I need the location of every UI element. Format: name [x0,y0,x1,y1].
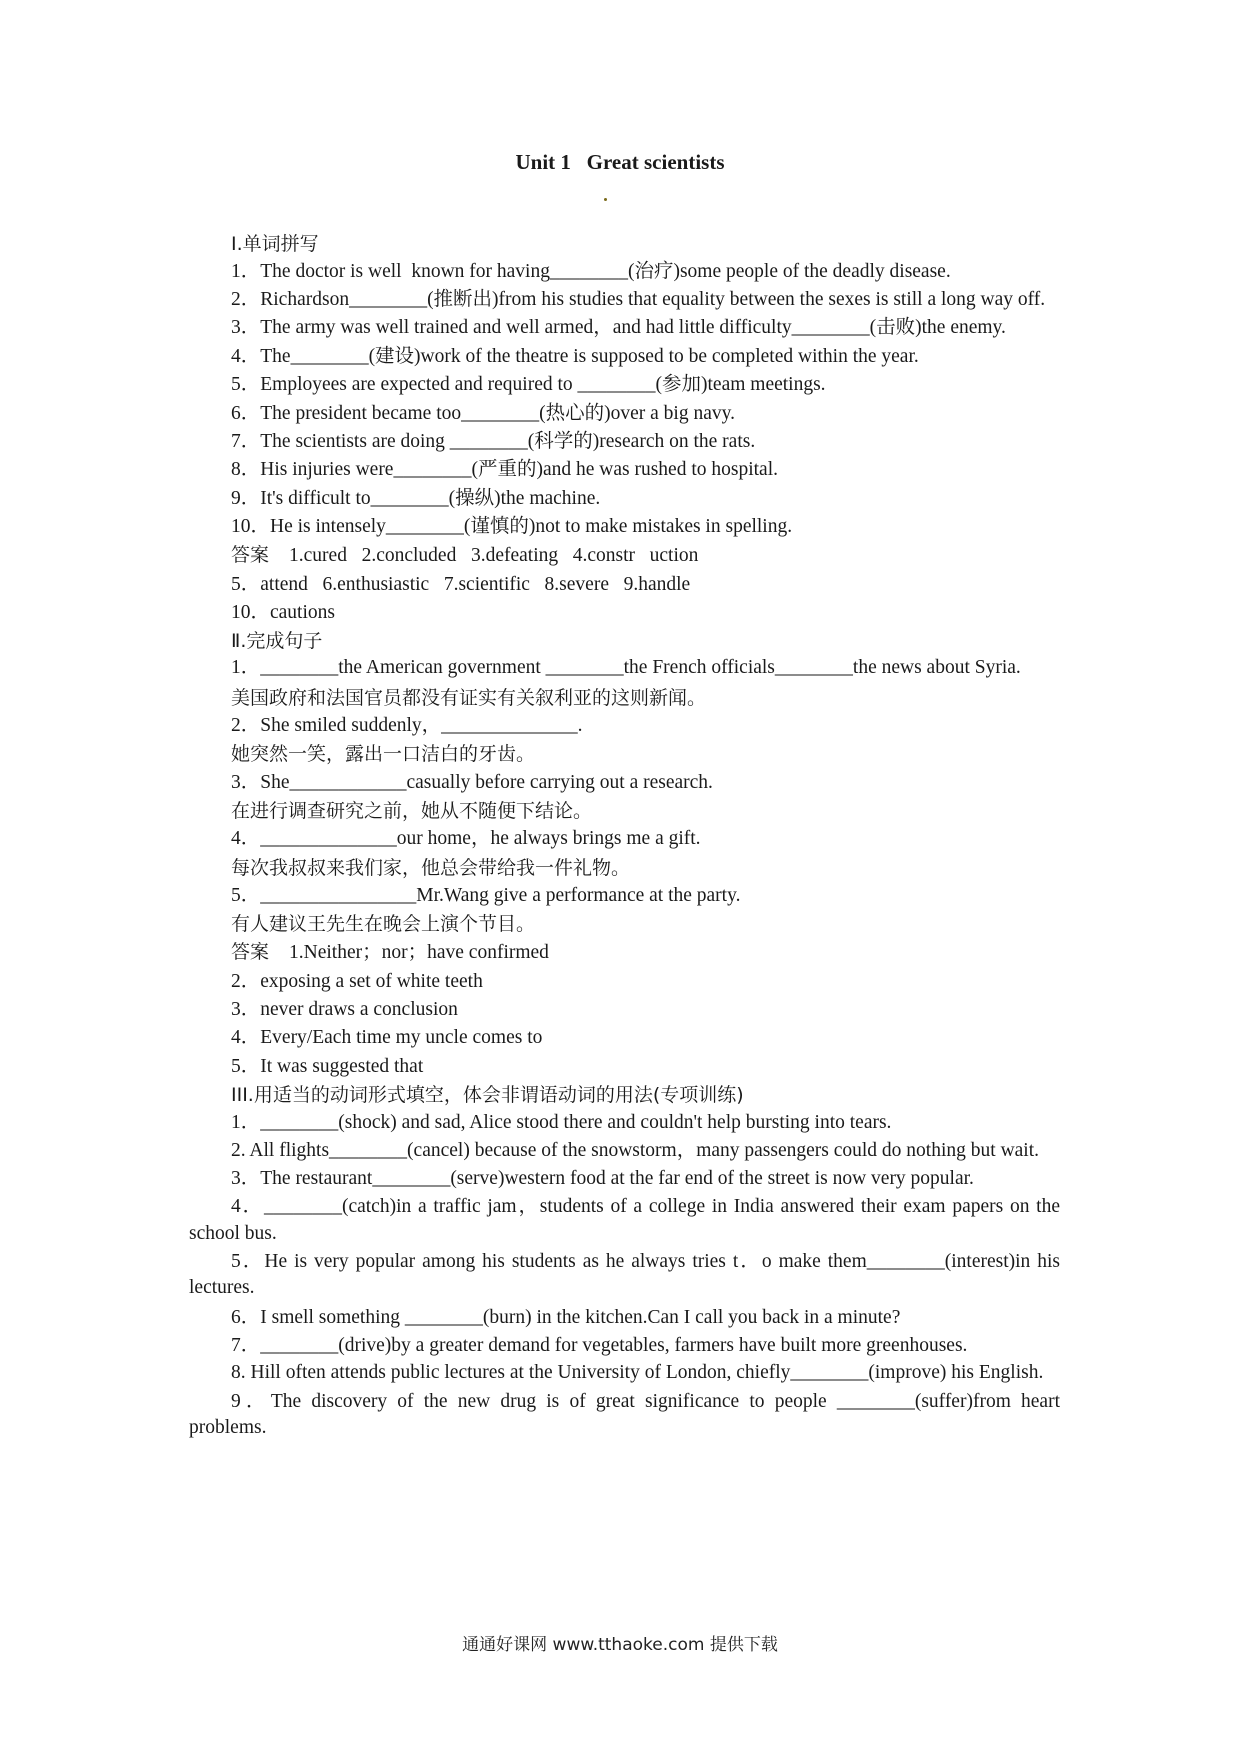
answer-line: 3．never draws a conclusion [231,999,458,1021]
answer-line: 10．cautions [231,601,335,623]
translation-line: 在进行调查研究之前，她从不随便下结论。 [231,799,593,822]
exercise-item: 4．The________(建设)work of the theatre is supposed to be completed within the year. [231,346,919,368]
exercise-item: 3．The restaurant________(serve)western food at the far end of the street is now very popular. [231,1167,974,1189]
exercise-item: 8．His injuries were________(严重的)and he was rushed to hospital. [231,459,778,481]
exercise-item: 1．The doctor is well known for having________(治疗)some people of the deadly disease. [231,261,951,283]
exercise-item: 5．He is very popular among his students as he always tries t．o make them________(interest)in his lectures. [189,1250,1060,1299]
page-footer: 通通好课网 www.tthaoke.com 提供下载 [462,1635,778,1655]
exercise-item: 6．I smell something ________(burn) in the kitchen.Can I call you back in a minute? [231,1306,901,1328]
section2-heading: Ⅱ.完成句子 [231,630,323,653]
exercise-item: 9．The discovery of the new drug is of great significance to people ________(suffer)from heart problems. [189,1390,1060,1439]
exercise-item: 7．________(drive)by a greater demand for vegetables, farmers have built more greenhouses. [231,1334,968,1356]
answer-line: 4．Every/Each time my uncle comes to [231,1027,543,1049]
exercise-item: 4．______________our home，he always brings me a gift. [231,828,701,850]
translation-line: 她突然一笑，露出一口洁白的牙齿。 [231,743,536,766]
section3-heading: III.用适当的动词形式填空，体会非谓语动词的用法(专项训练) [231,1083,744,1106]
exercise-item: 7．The scientists are doing ________(科学的)research on the rats. [231,431,756,453]
exercise-item: 5．Employees are expected and required to ________(参加)team meetings. [231,374,826,396]
answer-line [189,938,1060,967]
page-title: Unit 1 Great scientists [515,150,725,174]
exercise-item: 2. All flights________(cancel) because of the snowstorm，many passengers could do nothing but wait. [231,1139,1040,1161]
exercise-item: 4．________(catch)in a traffic jam，students of a college in India answered their exam papers on the school bus. [189,1196,1060,1244]
translation-line: 美国政府和法国官员都没有证实有关叙利亚的这则新闻。 [231,686,707,709]
answer-line: 5．attend 6.enthusiastic 7.scientific 8.severe 9.handle [231,573,691,595]
answer-text: 1.Neither；nor；have confirmed [289,942,549,964]
exercise-item: 5．________________Mr.Wang give a performance at the party. [231,884,741,906]
answer-line: 2．exposing a set of white teeth [231,970,483,992]
exercise-item: 2．She smiled suddenly，______________. [231,715,583,737]
exercise-item: 6．The president became too________(热心的)over a big navy. [231,402,735,424]
answer-label: 答案 [231,544,270,567]
answer-line [189,541,1060,570]
exercise-item: 1．________the American government ________the French officials________the news about Syria. [231,657,1021,679]
exercise-item: 2．Richardson________(推断出)from his studies that equality between the sexes is still a long way off. [231,288,1046,310]
answer-line: 5．It was suggested that [231,1055,424,1077]
exercise-item: 9．It's difficult to________(操纵)the machine. [231,487,601,509]
exercise-item: 10．He is intensely________(谨慎的)not to make mistakes in spelling. [231,515,793,537]
section1-heading: Ⅰ.单词拼写 [231,233,319,255]
exercise-item: 3．She____________casually before carrying out a research. [231,771,713,793]
exercise-item: 8. Hill often attends public lectures at the University of London, chiefly________(improve) his English. [231,1362,1044,1384]
decorative-dot [604,198,607,201]
answer-text: 1.cured 2.concluded 3.defeating 4.constr uction [289,545,699,567]
exercise-item: 1．________(shock) and sad, Alice stood there and couldn't help bursting into tears. [231,1112,892,1134]
answer-label: 答案 [231,941,270,964]
exercise-item: 3．The army was well trained and well armed，and had little difficulty________(击败)the enemy. [231,316,1006,338]
document-body [189,230,1060,1443]
translation-line: 每次我叔叔来我们家，他总会带给我一件礼物。 [231,856,631,879]
translation-line: 有人建议王先生在晚会上演个节目。 [231,913,536,936]
